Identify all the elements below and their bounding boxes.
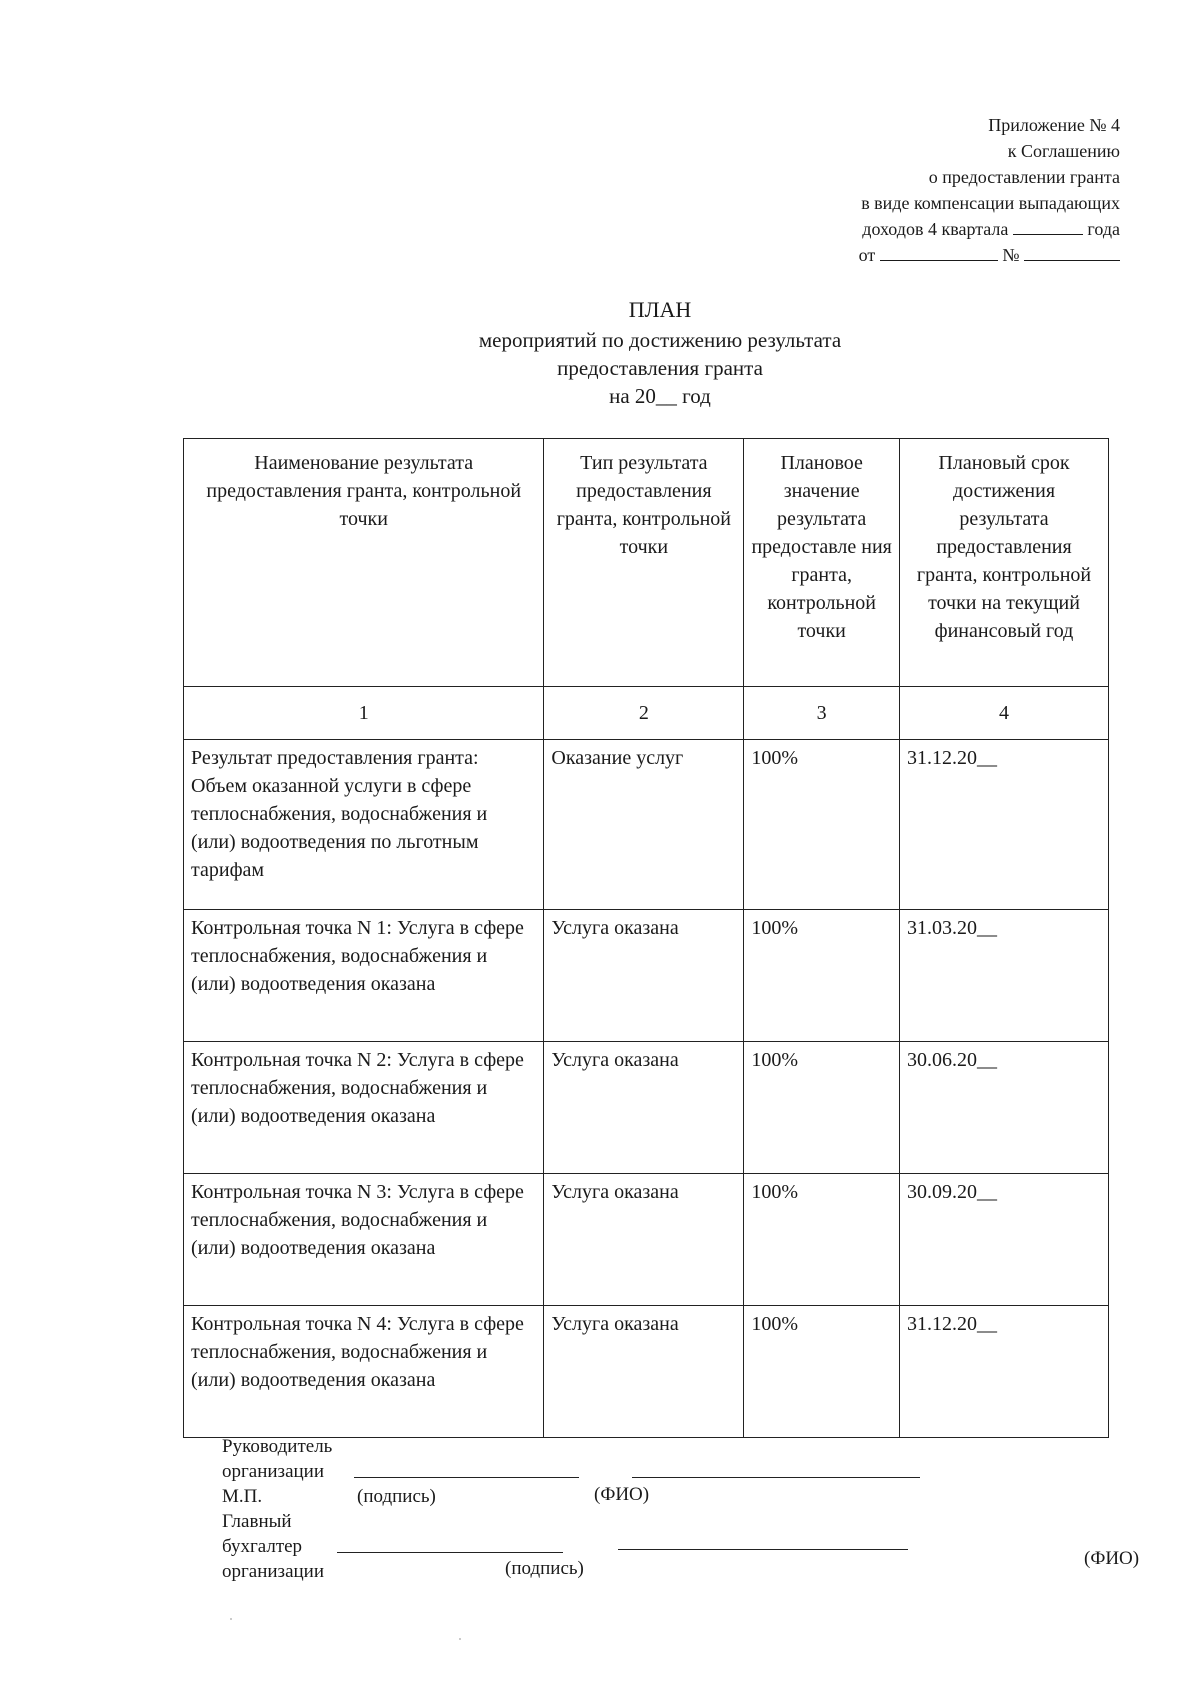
row-planned-deadline: 31.12.20__ bbox=[900, 740, 1109, 910]
accountant-label-line-2: бухгалтер bbox=[222, 1536, 303, 1557]
table-header-row bbox=[184, 439, 1109, 687]
table-row bbox=[184, 910, 1109, 1042]
head-signature-line bbox=[354, 1477, 579, 1478]
appendix-number-label: № bbox=[1002, 245, 1020, 265]
table-row bbox=[184, 1174, 1109, 1306]
signature-block bbox=[222, 1434, 1152, 1594]
appendix-line-2: к Соглашению bbox=[1007, 141, 1120, 161]
accountant-fio-line bbox=[618, 1549, 908, 1550]
header-planned-deadline: Плановый срок достижения результата предоставления гранта, контрольной точки на текущий финансовый год bbox=[900, 439, 1109, 687]
row-planned-value: 100% bbox=[744, 740, 900, 910]
row-result-type: Оказание услуг bbox=[544, 740, 744, 910]
accountant-signature-caption: (подпись) bbox=[505, 1558, 584, 1579]
head-fio-caption: (ФИО) bbox=[594, 1484, 650, 1505]
table-row bbox=[184, 1306, 1109, 1438]
appendix-line-6 bbox=[859, 242, 1120, 268]
row-planned-value: 100% bbox=[744, 1306, 900, 1438]
stamp-label: М.П. bbox=[222, 1486, 263, 1507]
column-number-row bbox=[184, 687, 1109, 740]
title-main: ПЛАН bbox=[628, 297, 692, 322]
head-fio-line bbox=[632, 1477, 920, 1478]
scan-speck bbox=[459, 1638, 461, 1640]
row-planned-deadline: 31.12.20__ bbox=[900, 1306, 1109, 1438]
appendix-line-1: Приложение № 4 bbox=[988, 115, 1120, 135]
appendix-line-5 bbox=[859, 216, 1120, 242]
row-result-type: Услуга оказана bbox=[544, 1306, 744, 1438]
appendix-quarter-label: доходов 4 квартала bbox=[862, 219, 1009, 239]
row-result-name: Контрольная точка N 4: Услуга в сфере теплоснабжения, водоснабжения и (или) водоотведения оказана bbox=[184, 1306, 544, 1438]
year-blank bbox=[1013, 218, 1083, 235]
accountant-signature-line bbox=[337, 1552, 563, 1553]
row-result-name: Результат предоставления гранта: Объем оказанной услуги в сфере теплоснабжения, водоснабжения и (или) водоотведения по льготным тарифам bbox=[184, 740, 544, 910]
table-row bbox=[184, 1042, 1109, 1174]
plan-table bbox=[183, 438, 1109, 1438]
appendix-line-4: в виде компенсации выпадающих bbox=[861, 193, 1120, 213]
number-blank bbox=[1024, 244, 1120, 261]
row-planned-value: 100% bbox=[744, 910, 900, 1042]
column-number-4: 4 bbox=[900, 687, 1109, 740]
row-planned-value: 100% bbox=[744, 1174, 900, 1306]
table-row bbox=[184, 740, 1109, 910]
head-signature-caption: (подпись) bbox=[357, 1486, 436, 1507]
title-line-2: мероприятий по достижению результата bbox=[478, 328, 842, 352]
row-result-type: Услуга оказана bbox=[544, 910, 744, 1042]
header-planned-value: Плановое значение результата предоставле ния гранта, контрольной точки bbox=[744, 439, 900, 687]
row-result-type: Услуга оказана bbox=[544, 1174, 744, 1306]
appendix-year-label: года bbox=[1087, 219, 1120, 239]
appendix-date-label: от bbox=[858, 245, 876, 265]
title-line-3: предоставления гранта bbox=[557, 356, 763, 380]
head-label-line-2: организации bbox=[222, 1461, 325, 1482]
row-result-name: Контрольная точка N 1: Услуга в сфере теплоснабжения, водоснабжения и (или) водоотведения оказана bbox=[184, 910, 544, 1042]
row-planned-deadline: 30.06.20__ bbox=[900, 1042, 1109, 1174]
accountant-label-line-3: организации bbox=[222, 1561, 325, 1582]
header-result-type: Тип результата предоставления гранта, контрольной точки bbox=[544, 439, 744, 687]
row-planned-deadline: 31.03.20__ bbox=[900, 910, 1109, 1042]
document-title bbox=[400, 296, 920, 410]
accountant-fio-caption: (ФИО) bbox=[1084, 1548, 1140, 1569]
column-number-3: 3 bbox=[744, 687, 900, 740]
row-planned-deadline: 30.09.20__ bbox=[900, 1174, 1109, 1306]
row-result-name: Контрольная точка N 2: Услуга в сфере теплоснабжения, водоснабжения и (или) водоотведения оказана bbox=[184, 1042, 544, 1174]
row-planned-value: 100% bbox=[744, 1042, 900, 1174]
accountant-label-line-1: Главный bbox=[222, 1511, 292, 1532]
header-result-name: Наименование результата предоставления гранта, контрольной точки bbox=[184, 439, 544, 687]
scan-speck bbox=[230, 1618, 232, 1620]
column-number-2: 2 bbox=[544, 687, 744, 740]
title-line-4: на 20__ год bbox=[609, 384, 711, 408]
row-result-name: Контрольная точка N 3: Услуга в сфере теплоснабжения, водоснабжения и (или) водоотведения оказана bbox=[184, 1174, 544, 1306]
row-result-type: Услуга оказана bbox=[544, 1042, 744, 1174]
head-label-line-1: Руководитель bbox=[222, 1436, 333, 1457]
appendix-header bbox=[859, 112, 1120, 268]
date-blank bbox=[880, 244, 998, 261]
column-number-1: 1 bbox=[184, 687, 544, 740]
appendix-line-3: о предоставлении гранта bbox=[928, 167, 1120, 187]
